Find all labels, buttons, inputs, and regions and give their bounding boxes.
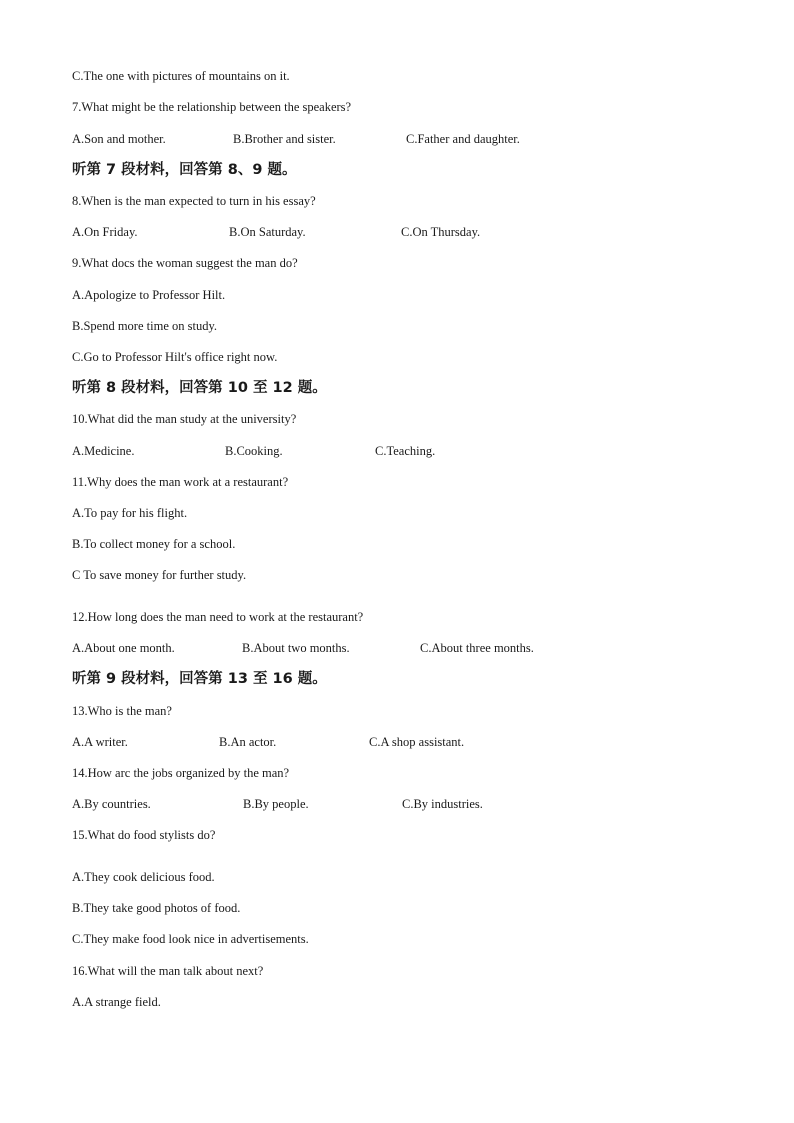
question-9: 9.What docs the woman suggest the man do? [72,256,298,270]
question-10: 10.What did the man study at the university? [72,412,297,426]
option-9b: B.Spend more time on study. [72,319,218,333]
question-12: 12.How long does the man need to work at the restaurant? [72,610,364,624]
question-15: 15.What do food stylists do? [72,828,216,842]
option-15b: B.They take good photos of food. [72,901,241,915]
option-line: C.The one with pictures of mountains on it. [72,69,290,83]
question-7: 7.What might be the relationship between the speakers? [72,100,352,114]
option-12b: B.About two months. [242,641,350,655]
question-16: 16.What will the man talk about next? [72,964,264,978]
option-10b: B.Cooking. [225,444,283,458]
section-heading-8: 听第 8 段材料，回答第 10 至 12 题。 [72,380,327,396]
option-8c: C.On Thursday. [401,225,481,239]
option-8a: A.On Friday. [72,225,138,239]
option-13b: B.An actor. [219,735,277,749]
option-9a: A.Apologize to Professor Hilt. [72,288,226,302]
section-heading-9: 听第 9 段材料，回答第 13 至 16 题。 [72,671,327,687]
option-7b: B.Brother and sister. [233,132,336,146]
option-14a: A.By countries. [72,797,151,811]
option-14b: B.By people. [243,797,309,811]
option-10c: C.Teaching. [375,444,436,458]
option-11a: A.To pay for his flight. [72,506,188,520]
option-12a: A.About one month. [72,641,175,655]
option-13c: C.A shop assistant. [369,735,465,749]
option-7a: A.Son and mother. [72,132,166,146]
option-15c: C.They make food look nice in advertisements. [72,932,309,946]
question-11: 11.Why does the man work at a restaurant? [72,475,289,489]
option-15a: A.They cook delicious food. [72,870,215,884]
option-10a: A.Medicine. [72,444,135,458]
option-14c: C.By industries. [402,797,483,811]
question-8: 8.When is the man expected to turn in his essay? [72,194,316,208]
option-8b: B.On Saturday. [229,225,306,239]
option-7c: C.Father and daughter. [406,132,520,146]
option-9c: C.Go to Professor Hilt's office right now. [72,350,278,364]
section-heading-7: 听第 7 段材料，回答第 8、9 题。 [72,162,297,178]
option-11c: C To save money for further study. [72,568,247,582]
option-13a: A.A writer. [72,735,128,749]
option-16a: A.A strange field. [72,995,161,1009]
option-12c: C.About three months. [420,641,534,655]
question-13: 13.Who is the man? [72,704,172,718]
option-11b: B.To collect money for a school. [72,537,236,551]
question-14: 14.How arc the jobs organized by the man? [72,766,290,780]
